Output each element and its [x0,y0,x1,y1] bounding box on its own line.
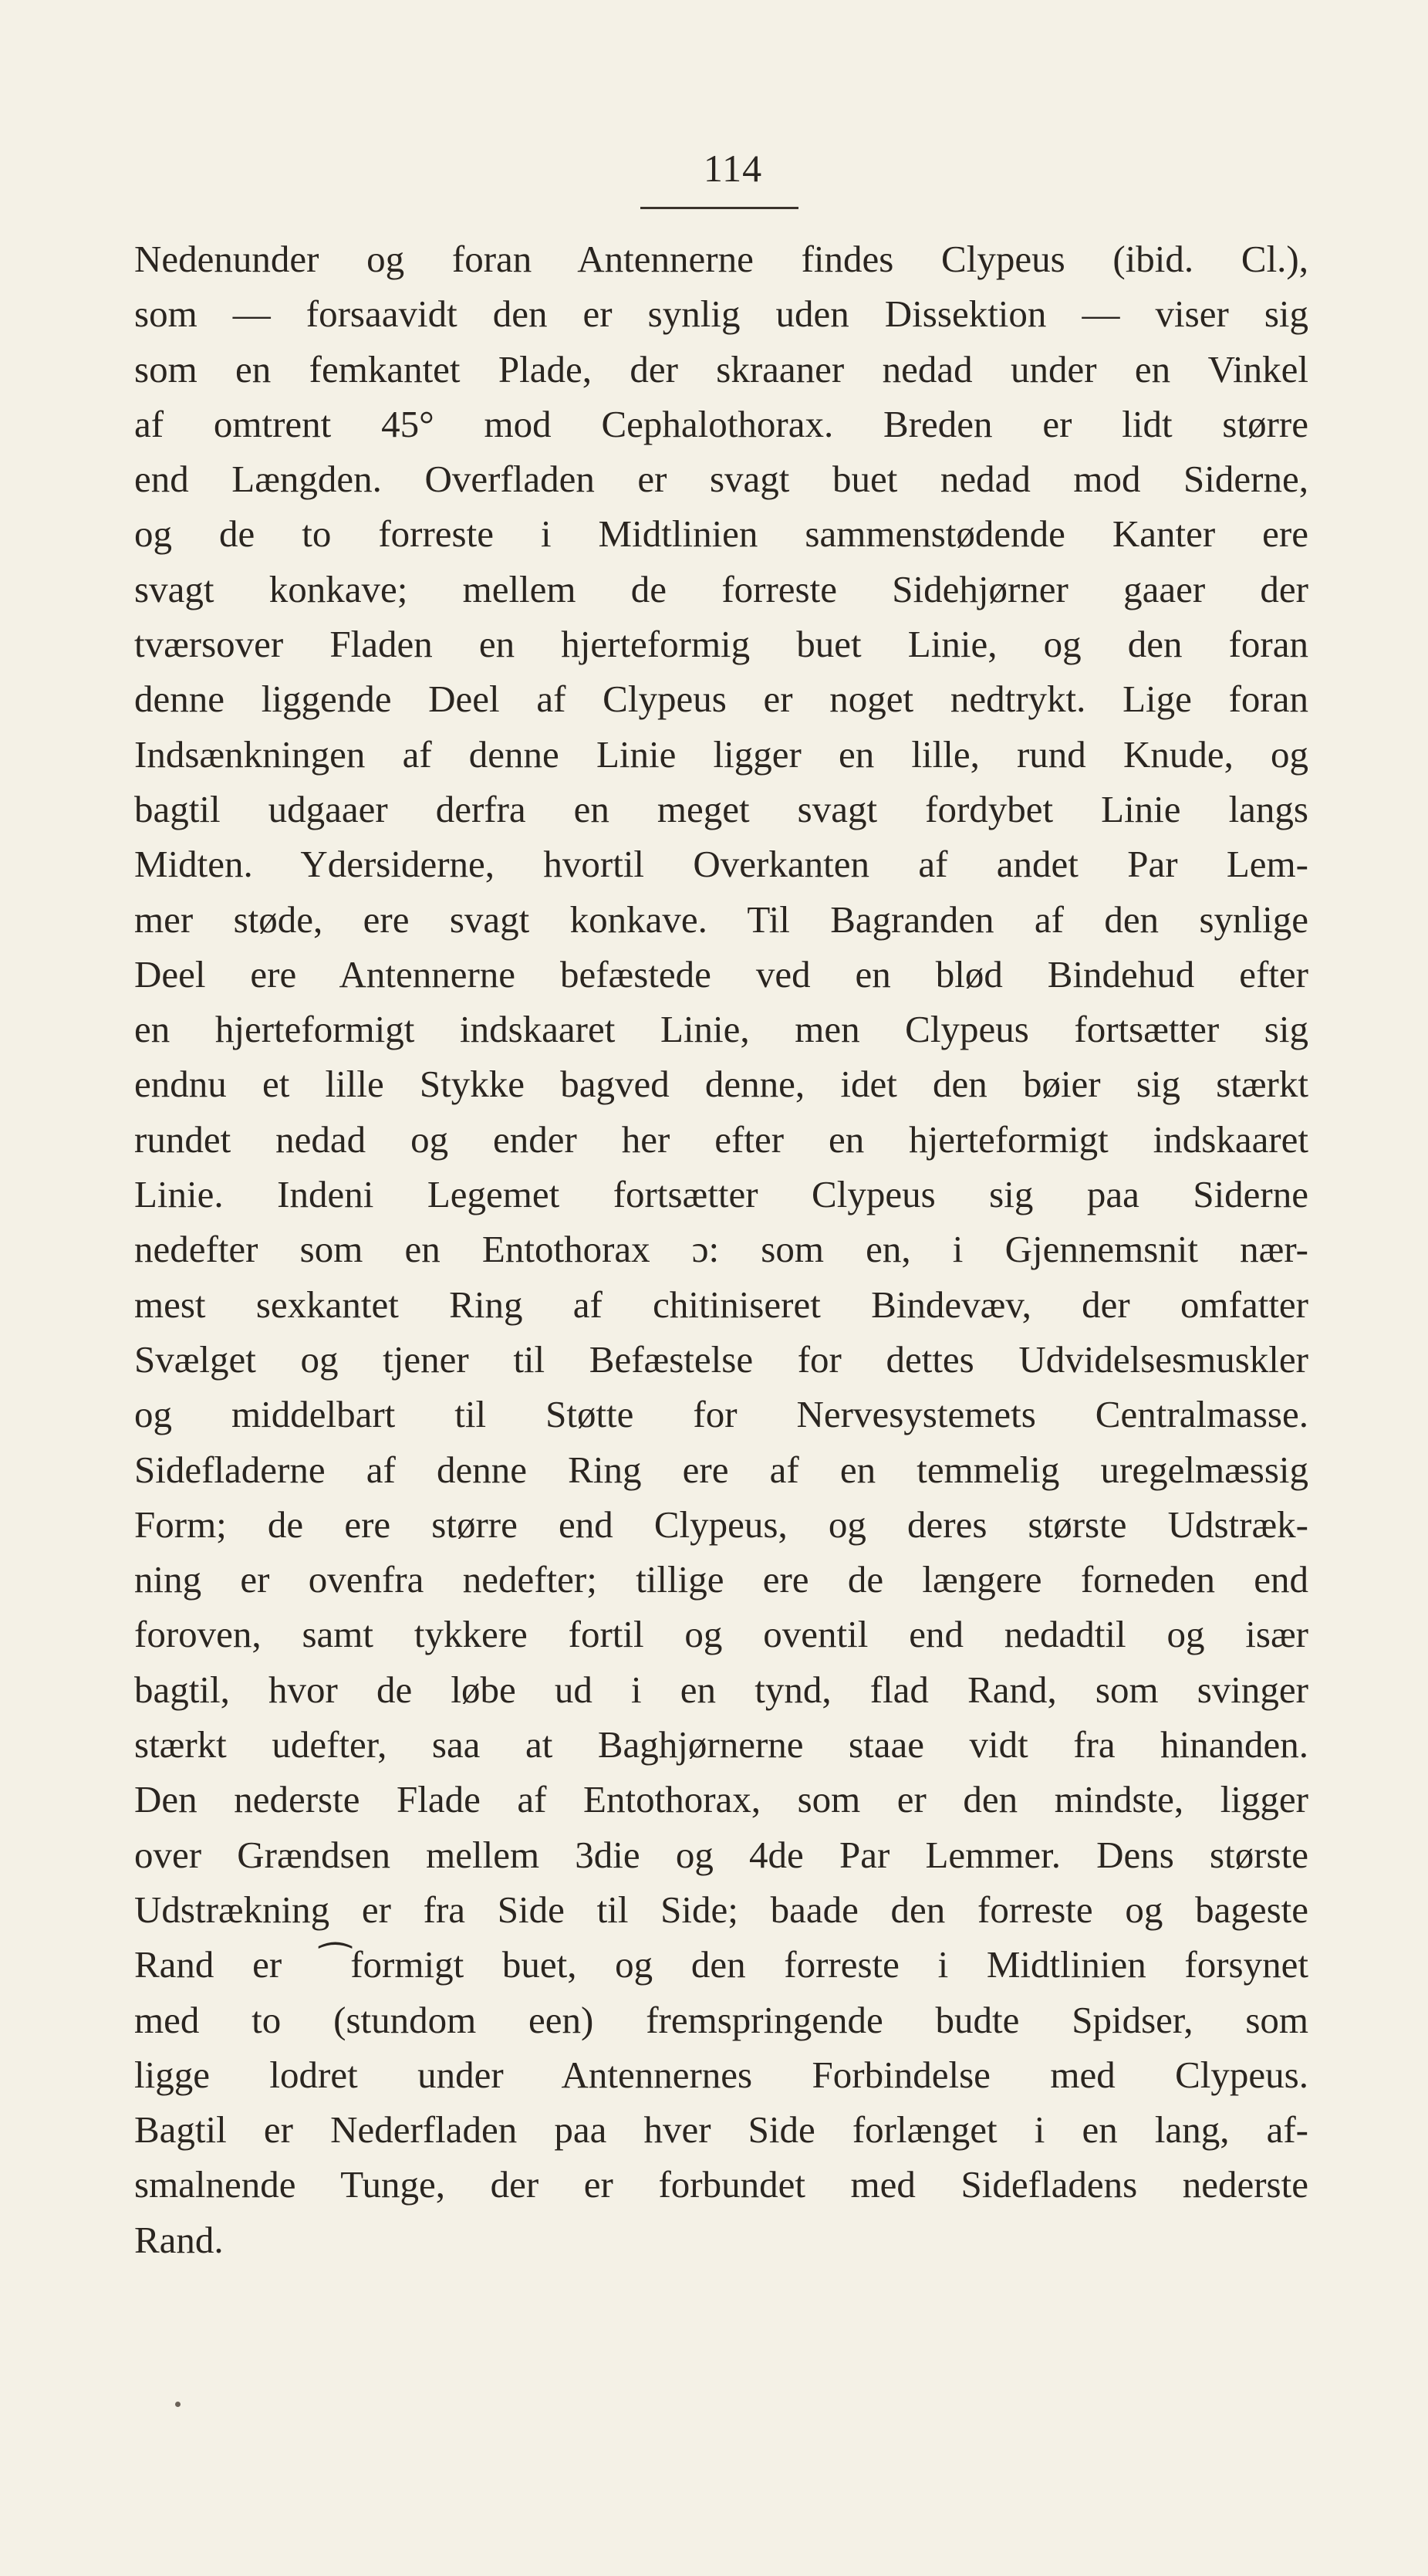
text-line: Linie. Indeni Legemet fortsætter Clypeus sig paa Siderne [134,1173,1308,1216]
text-line: Rand er ⁀formigt buet, og den forreste i Midtlinien forsynet [134,1943,1308,1986]
text-line: rundet nedad og ender her efter en hjerteformigt indskaaret [134,1117,1308,1161]
text-line: Sidefladerne af denne Ring ere af en temmelig uregelmæssig [134,1448,1308,1491]
text-line: svagt konkave; mellem de forreste Sidehjørner gaaer der [134,567,1308,610]
text-line: Form; de ere større end Clypeus, og deres største Udstræk- [134,1503,1308,1546]
text-line: Rand. [134,2218,224,2261]
text-line: Nedenunder og foran Antennerne findes Clypeus (ibid. Cl.), [134,238,1308,280]
text-line: stærkt udefter, saa at Baghjørnerne staae vidt fra hinanden. [134,1723,1308,1766]
text-line: mest sexkantet Ring af chitiniseret Bindevæv, der omfatter [134,1283,1308,1326]
text-line: af omtrent 45° mod Cephalothorax. Breden er lidt større [134,402,1308,445]
text-line: Midten. Ydersiderne, hvortil Overkanten af andet Par Lem- [134,843,1308,886]
text-line: mer støde, ere svagt konkave. Til Bagranden af den synlige [134,898,1308,941]
text-line: bagtil udgaaer derfra en meget svagt fordybet Linie langs [134,787,1308,830]
text-line: som — forsaavidt den er synlig uden Dissektion — viser sig [134,292,1308,336]
text-line: Bagtil er Nederfladen paa hver Side forlænget i en lang, af- [134,2108,1308,2152]
text-line: med to (stundom een) fremspringende budte Spidser, som [134,1998,1308,2041]
text-line: og middelbart til Støtte for Nervesystemets Centralmasse. [134,1393,1308,1436]
text-line: tværsover Fladen en hjerteformig buet Linie, og den foran [134,623,1308,666]
text-line: ning er ovenfra nedefter; tillige ere de længere forneden end [134,1558,1308,1601]
text-line: nedefter som en Entothorax ɔ: som en, i Gjennemsnit nær- [134,1228,1308,1271]
paper-speck [175,2402,181,2407]
text-line: Indsænkningen af denne Linie ligger en lille, rund Knude, og [134,732,1308,776]
text-line: end Længden. Overfladen er svagt buet nedad mod Siderne, [134,458,1308,501]
text-line: som en femkantet Plade, der skraaner nedad under en Vinkel [134,347,1308,390]
text-line: en hjerteformigt indskaaret Linie, men Clypeus fortsætter sig [134,1008,1308,1051]
page-number-underline [640,207,798,209]
text-line: foroven, samt tykkere fortil og oventil end nedadtil og især [134,1613,1308,1656]
text-line: endnu et lille Stykke bagved denne, idet den bøier sig stærkt [134,1063,1308,1106]
text-line: Deel ere Antennerne befæstede ved en blød Bindehud efter [134,952,1308,996]
text-line: over Grændsen mellem 3die og 4de Par Lemmer. Dens største [134,1833,1308,1876]
text-line: denne liggende Deel af Clypeus er noget nedtrykt. Lige foran [134,678,1308,721]
text-line: bagtil, hvor de løbe ud i en tynd, flad Rand, som svinger [134,1668,1308,1711]
page-number: 114 [703,147,763,190]
text-line: ligge lodret under Antennernes Forbindelse med Clypeus. [134,2053,1308,2096]
body-paragraph [134,232,1308,2267]
text-line: smalnende Tunge, der er forbundet med Sidefladens nederste [134,2163,1308,2206]
text-line: Udstrækning er fra Side til Side; baade den forreste og bageste [134,1888,1308,1931]
text-line: Svælget og tjener til Befæstelse for dettes Udvidelsesmuskler [134,1337,1308,1381]
text-line: Den nederste Flade af Entothorax, som er den mindste, ligger [134,1778,1308,1821]
text-line: og de to forreste i Midtlinien sammenstødende Kanter ere [134,512,1308,556]
